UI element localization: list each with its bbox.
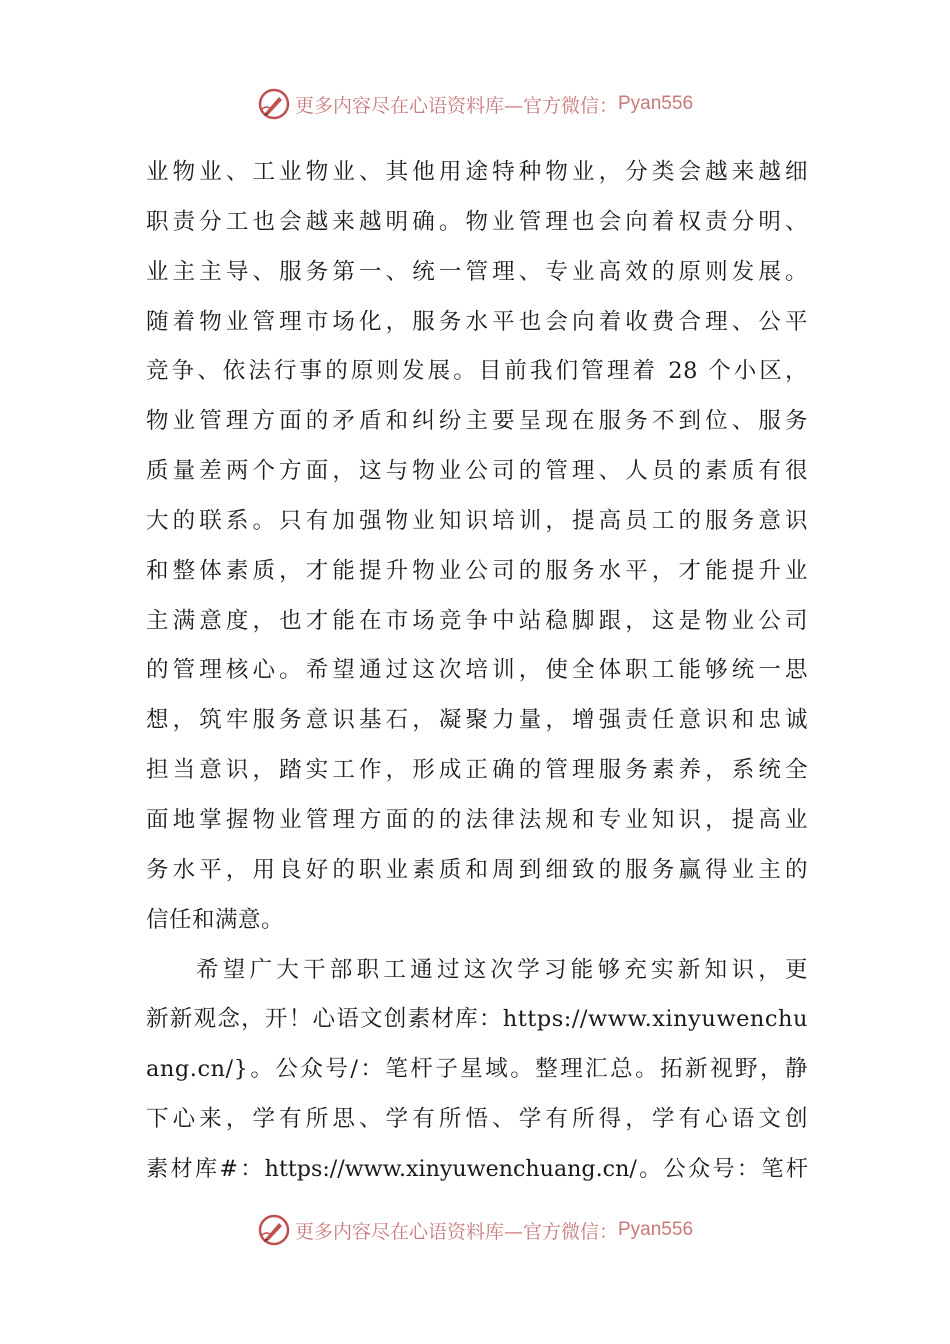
body-line: 下心来，学有所思、学有所悟、学有所得，学有心语文创 <box>146 1106 808 1133</box>
body-line: 希望广大干部职工通过这次学习能够充实新知识，更 <box>196 956 808 983</box>
body-line: 随着物业管理市场化，服务水平也会向着收费合理、公平 <box>146 308 808 335</box>
pen-logo-icon <box>257 87 291 121</box>
body-line: 竞争、依法行事的原则发展。目前我们管理着 28 个小区， <box>146 358 808 385</box>
body-line: 素材库#：https://www.xinyuwenchuang.cn/。公众号：笔杆 <box>146 1155 808 1182</box>
footer-watermark-banner <box>0 1210 950 1250</box>
body-line: 物业管理方面的矛盾和纠纷主要呈现在服务不到位、服务 <box>146 408 808 435</box>
document-body <box>146 148 808 1195</box>
body-line: 务水平，用良好的职业素质和周到细致的服务赢得业主的 <box>146 856 808 883</box>
body-line: 想，筑牢服务意识基石，凝聚力量，增强责任意识和忠诚 <box>146 707 808 734</box>
body-line: 和整体素质，才能提升物业公司的服务水平，才能提升业 <box>146 557 808 584</box>
header-watermark-banner <box>0 84 950 124</box>
banner-wechat-id: Pyan556 <box>618 93 694 114</box>
body-line: 主满意度，也才能在市场竞争中站稳脚跟，这是物业公司 <box>146 607 808 634</box>
body-line: ang.cn/}。公众号/：笔杆子星域。整理汇总。拓新视野，静 <box>146 1056 808 1083</box>
body-line: 面地掌握物业管理方面的的法律法规和专业知识，提高业 <box>146 806 808 833</box>
body-line: 业主主导、服务第一、统一管理、专业高效的原则发展。 <box>146 258 808 285</box>
banner-text: 更多内容尽在心语资料库—官方微信： <box>294 94 618 117</box>
body-line: 业物业、工业物业、其他用途特种物业，分类会越来越细 <box>146 159 808 185</box>
body-line: 担当意识，踏实工作，形成正确的管理服务素养，系统全 <box>146 757 808 784</box>
body-line: 质量差两个方面，这与物业公司的管理、人员的素质有很 <box>146 458 808 485</box>
body-line: 新新观念，开！心语文创素材库：https://www.xinyuwenchu <box>146 1006 808 1033</box>
body-line: 的管理核心。希望通过这次培训，使全体职工能够统一思 <box>146 657 808 684</box>
banner-text: 更多内容尽在心语资料库—官方微信： <box>294 1220 618 1243</box>
body-line: 职责分工也会越来越明确。物业管理也会向着权责分明、 <box>146 208 808 235</box>
banner-wechat-id: Pyan556 <box>618 1219 694 1240</box>
body-line: 信任和满意。 <box>146 906 285 933</box>
body-line: 大的联系。只有加强物业知识培训，提高员工的服务意识 <box>146 507 808 534</box>
pen-logo-icon <box>257 1213 291 1247</box>
